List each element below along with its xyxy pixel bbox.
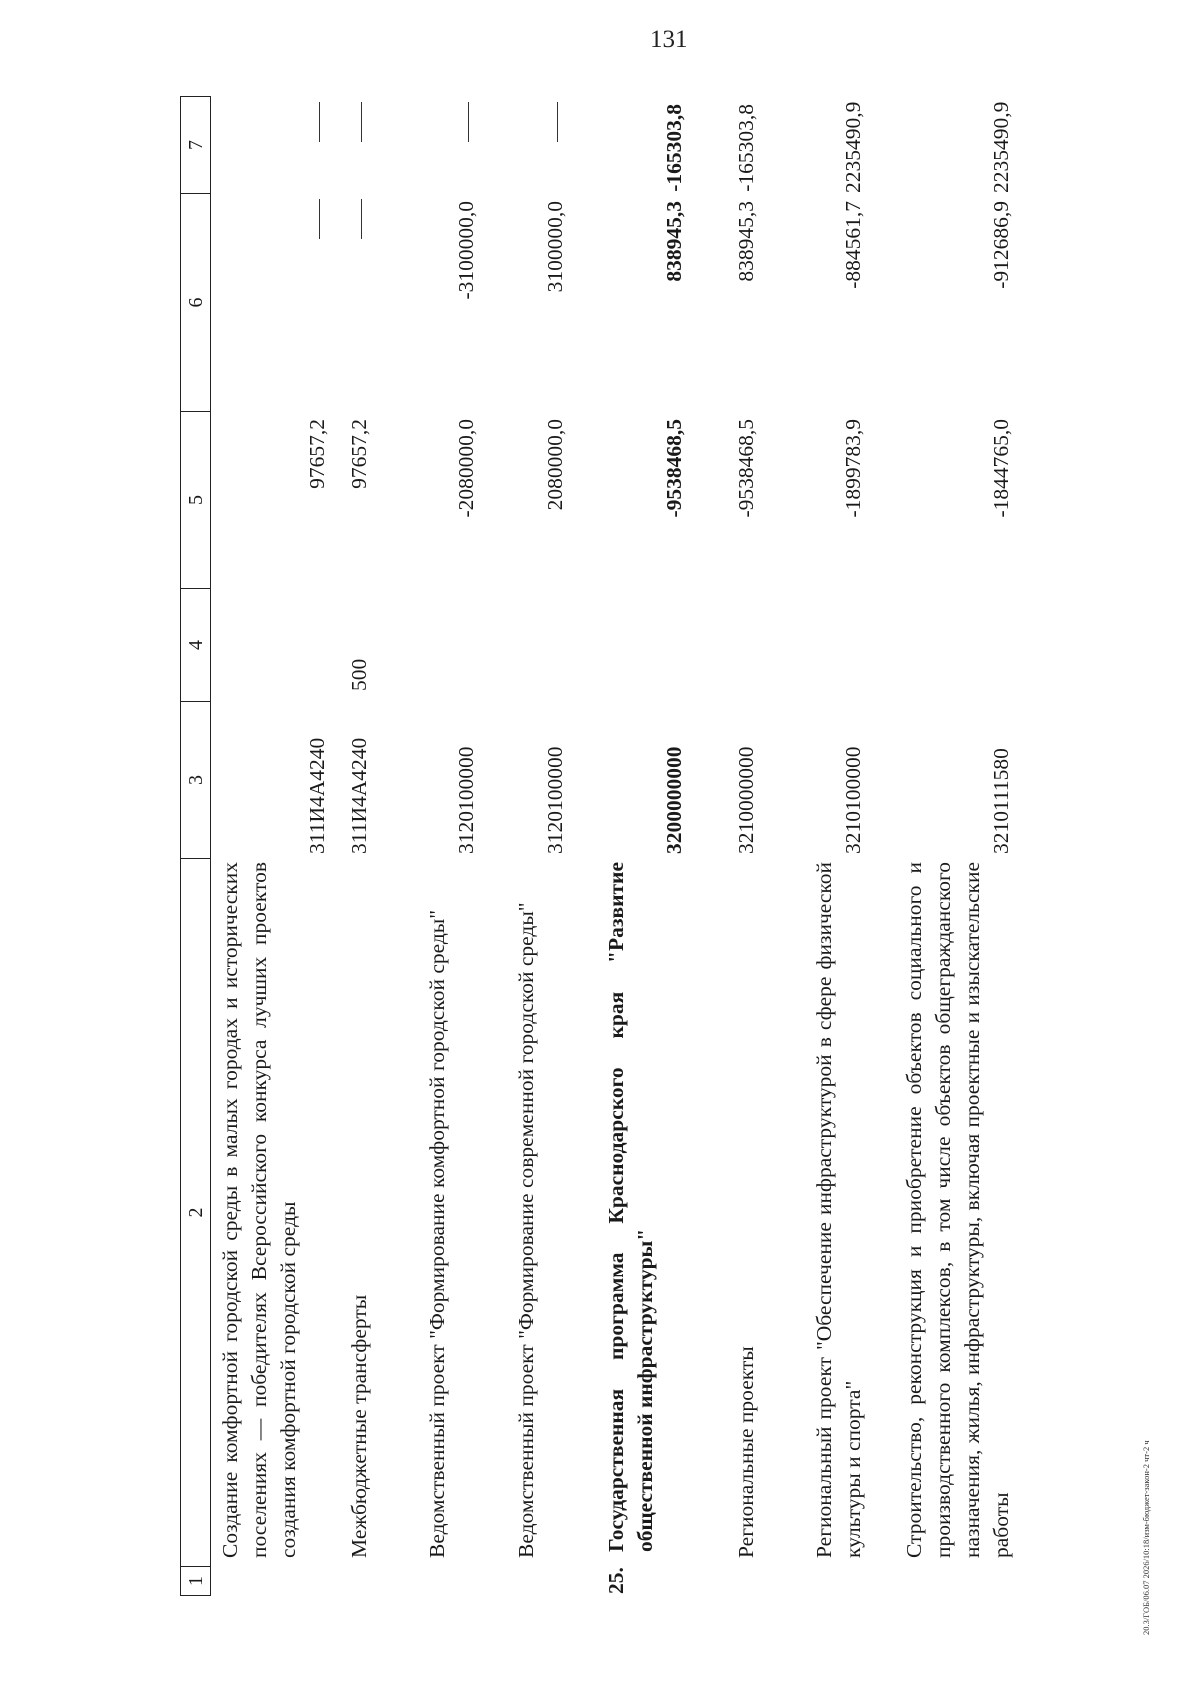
column-header-7: 7 (181, 96, 211, 193)
amount-c7: -165303,8 (734, 104, 758, 192)
target-article-code: 3120100000 (543, 746, 567, 854)
amount-c5: -9538468,5 (662, 419, 686, 518)
column-header-5: 5 (181, 411, 211, 588)
amount-c5: -9538468,5 (734, 419, 758, 518)
row-name: Ведомственный проект "Формирование комфортной городской среды" (425, 909, 449, 1558)
amount-c6: -884561,7 (841, 201, 865, 289)
amount-c5: 97657,2 (347, 419, 371, 489)
budget-table (180, 96, 1160, 1596)
target-article-code: 3210111580 (989, 748, 1013, 854)
column-header-3: 3 (181, 701, 211, 858)
row-name: Создание комфортной городской среды в малых городах и исторических поселениях — победителях Всероссийского конкурса лучших проектов создания комфортной городской среды (218, 862, 300, 1558)
amount-c6: -3100000,0 (454, 201, 478, 300)
expense-type-code: 500 (347, 658, 371, 691)
amount-c6: 3100000,0 (543, 201, 567, 293)
amount-c6: -912686,9 (989, 201, 1013, 289)
row-name: Государственная программа Краснодарского края "Развитие общественной инфраструктуры" (604, 862, 657, 1552)
amount-c5: -1844765,0 (989, 419, 1013, 518)
row-name: Региональный проект "Обеспечение инфраструктурой в сфере физической культуры и спорта" (812, 862, 865, 1558)
target-article-code: 3210100000 (841, 746, 865, 854)
amount-c6 (345, 201, 374, 411)
target-article-code: 3200000000 (662, 746, 686, 854)
column-header-4: 4 (181, 588, 211, 701)
amount-c7 (452, 104, 481, 193)
page-number: 131 (650, 26, 688, 53)
target-article-code: 311И4А4240 (347, 737, 371, 854)
amount-c6 (303, 201, 332, 411)
amount-c7: 2235490,9 (989, 101, 1013, 193)
amount-c7: 2235490,9 (841, 101, 865, 193)
amount-c7 (541, 104, 570, 193)
amount-c5: 2080000,0 (543, 419, 567, 511)
document-code: 20.3/ГОБ/06.07 2026/10:18/изм-бюджет-закон-2 чт-2 ч (1141, 1440, 1151, 1635)
amount-c6: 838945,3 (734, 201, 758, 282)
amount-c6: 838945,3 (662, 201, 686, 282)
column-header-6: 6 (181, 193, 211, 411)
row-name: Ведомственный проект "Формирование современной городской среды" (514, 902, 538, 1558)
target-article-code: 311И4А4240 (305, 737, 329, 854)
column-header-1: 1 (181, 1566, 211, 1596)
amount-c7 (345, 104, 374, 193)
table-header-row (180, 96, 211, 1596)
target-article-code: 3210000000 (734, 746, 758, 854)
column-header-2: 2 (181, 858, 211, 1566)
row-name: Строительство, реконструкция и приобретение объектов социального и производственного комплексов, в том числе объектов общегражданского назначения, жилья, инфраструктуры, включая проектные и изыскательские работы (902, 862, 1013, 1558)
target-article-code: 3120100000 (454, 746, 478, 854)
amount-c5: 97657,2 (305, 419, 329, 489)
amount-c5: -1899783,9 (841, 419, 865, 518)
row-name: Межбюджетные трансферты (347, 1294, 371, 1558)
amount-c7 (303, 104, 332, 193)
row-name: Региональные проекты (734, 1346, 758, 1558)
amount-c5: -2080000,0 (454, 419, 478, 518)
row-number: 25. (604, 1567, 628, 1594)
amount-c7: -165303,8 (662, 104, 686, 192)
